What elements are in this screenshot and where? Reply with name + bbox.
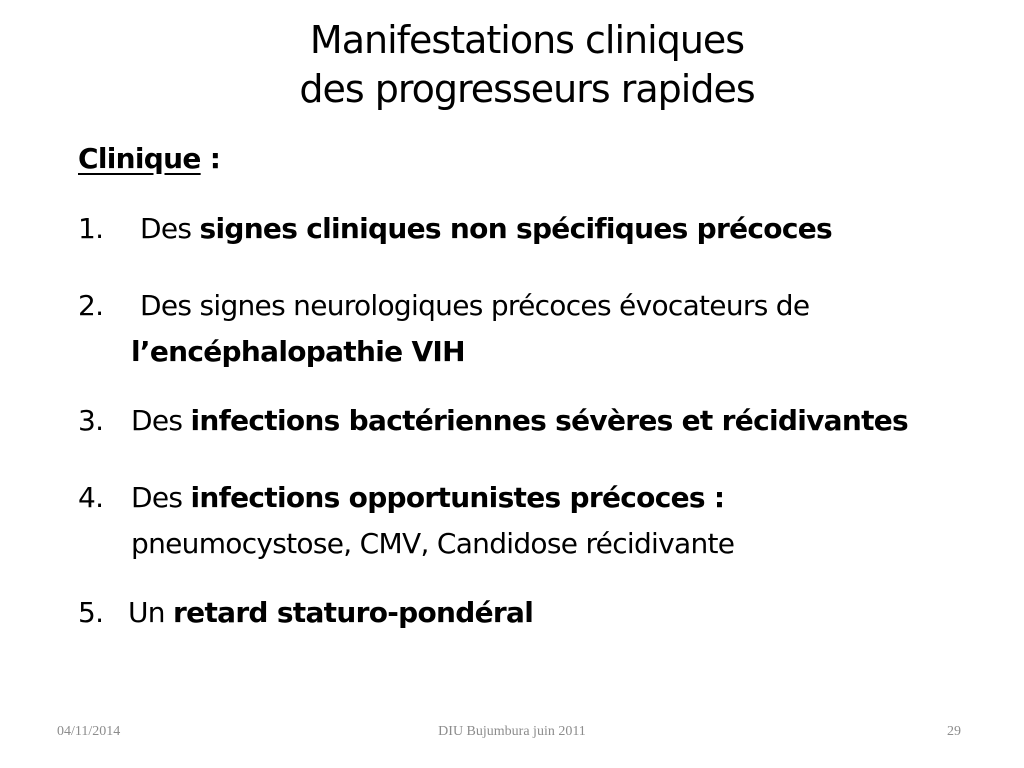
list-text-bold: l’encéphalopathie VIH — [131, 335, 465, 368]
slide-title — [0, 16, 1024, 114]
list-text — [128, 590, 533, 636]
list-text — [131, 398, 908, 444]
list-number: 5. — [78, 596, 104, 629]
title-line-1: Manifestations cliniques — [309, 18, 745, 62]
list-text-plain: Un — [128, 596, 174, 629]
list-text-continuation: pneumocystose, CMV, Candidose récidivante — [131, 527, 735, 560]
footer-page-number: 29 — [947, 724, 961, 739]
list-number: 3. — [78, 404, 104, 437]
list-text-bold: retard staturo-pondéral — [173, 596, 534, 629]
title-line-2: des progresseurs rapides — [299, 67, 755, 111]
list-text-plain: Des — [131, 404, 191, 437]
list-text-plain: Des — [131, 481, 191, 514]
footer-date: 04/11/2014 — [57, 724, 121, 739]
list-number: 2. — [78, 289, 104, 322]
section-heading-label: Clinique — [78, 142, 201, 175]
list-text-second-line — [131, 329, 465, 375]
list-text — [140, 283, 809, 329]
list-number: 1. — [78, 212, 104, 245]
list-number: 4. — [78, 481, 104, 514]
list-text-plain: Des — [140, 212, 200, 245]
section-heading-colon: : — [200, 142, 221, 175]
list-text-plain: Des signes neurologiques précoces évocateurs de — [140, 289, 810, 322]
list-text — [140, 206, 832, 252]
list-text — [131, 475, 724, 521]
list-text-bold: infections opportunistes précoces : — [190, 481, 725, 514]
list-text-bold: infections bactériennes sévères et récidivantes — [190, 404, 909, 437]
footer-center-text: DIU Bujumbura juin 2011 — [438, 724, 586, 739]
section-heading — [78, 136, 220, 182]
list-text-bold: signes cliniques non spécifiques précoces — [199, 212, 832, 245]
